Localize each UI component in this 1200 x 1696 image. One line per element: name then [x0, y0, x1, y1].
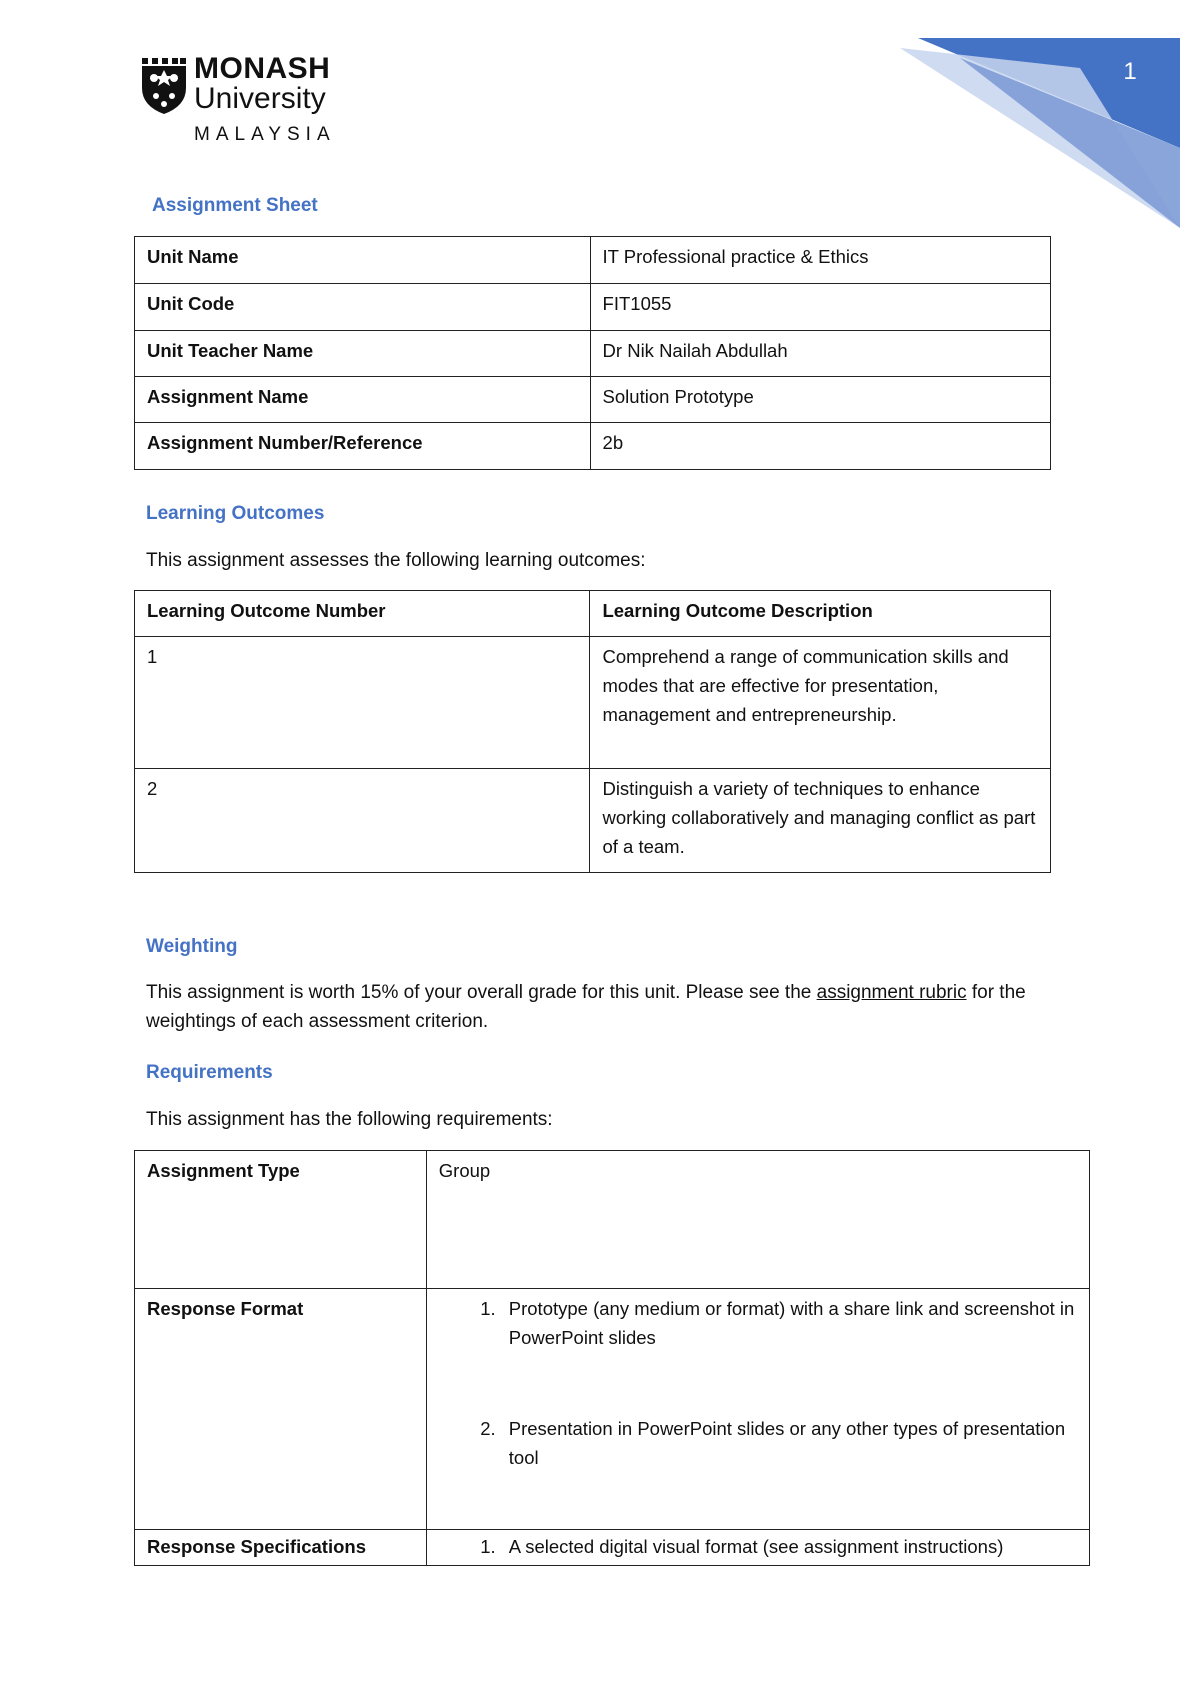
assignment-rubric-link[interactable]: assignment rubric	[816, 982, 967, 1003]
unit-teacher-value: Dr Nik Nailah Abdullah	[590, 331, 1050, 377]
learning-outcomes-intro: This assignment assesses the following learning outcomes:	[146, 550, 646, 571]
list-item: 2. Presentation in PowerPoint slides or any other types of presentation tool	[501, 1414, 1077, 1472]
weighting-text-before: This assignment is worth 15% of your overall grade for this unit. Please see the	[146, 982, 817, 1003]
response-format-list	[439, 1294, 1077, 1472]
table-row	[135, 377, 1051, 423]
table-row	[135, 284, 1051, 331]
assignment-name-label: Assignment Name	[135, 377, 591, 423]
unit-name-label: Unit Name	[135, 237, 591, 284]
lo-description-header: Learning Outcome Description	[590, 591, 1051, 637]
lo-description-cell: Comprehend a range of communication skills and modes that are effective for presentation, management and entrepreneurship.	[590, 637, 1051, 769]
table-row	[135, 637, 1051, 769]
table-row	[135, 1151, 1090, 1289]
monash-crest-icon	[140, 58, 188, 114]
assignment-type-label: Assignment Type	[135, 1151, 427, 1289]
response-format-label: Response Format	[135, 1289, 427, 1530]
requirements-intro: This assignment has the following requirements:	[146, 1109, 553, 1130]
table-row	[135, 237, 1051, 284]
unit-teacher-label: Unit Teacher Name	[135, 331, 591, 377]
learning-outcomes-heading: Learning Outcomes	[146, 503, 325, 524]
assignment-number-label: Assignment Number/Reference	[135, 423, 591, 470]
corner-decoration	[900, 38, 1200, 228]
unit-code-value: FIT1055	[590, 284, 1050, 331]
table-row	[135, 423, 1051, 470]
table-header-row	[135, 591, 1051, 637]
table-row	[135, 769, 1051, 873]
table-row	[135, 331, 1051, 377]
weighting-text-after: for the weightings of each assessment criterion.	[146, 982, 1026, 1032]
weighting-heading: Weighting	[146, 936, 238, 957]
requirements-heading: Requirements	[146, 1062, 273, 1083]
lo-description-cell: Distinguish a variety of techniques to enhance working collaboratively and managing conflict as part of a team.	[590, 769, 1051, 873]
weighting-paragraph	[146, 978, 1066, 1036]
lo-number-cell: 2	[135, 769, 590, 873]
table-row	[135, 1289, 1090, 1530]
requirements-table	[134, 1150, 1090, 1566]
response-specifications-list	[439, 1532, 1077, 1561]
unit-name-value: IT Professional practice & Ethics	[590, 237, 1050, 284]
response-format-value	[426, 1289, 1089, 1530]
logo-university: University	[194, 82, 326, 115]
unit-code-label: Unit Code	[135, 284, 591, 331]
logo-malaysia: MALAYSIA	[194, 124, 336, 145]
response-specifications-label: Response Specifications	[135, 1530, 427, 1566]
assignment-name-value: Solution Prototype	[590, 377, 1050, 423]
list-item: 1. Prototype (any medium or format) with a share link and screenshot in PowerPoint slides	[501, 1294, 1077, 1352]
list-item: 1. A selected digital visual format (see assignment instructions)	[501, 1532, 1077, 1561]
assignment-number-value: 2b	[590, 423, 1050, 470]
response-specifications-value	[426, 1530, 1089, 1566]
unit-info-table	[134, 236, 1051, 470]
assignment-sheet-heading: Assignment Sheet	[152, 195, 318, 216]
lo-number-cell: 1	[135, 637, 590, 769]
learning-outcomes-table	[134, 590, 1051, 873]
page-number: 1	[1123, 58, 1137, 85]
assignment-type-value: Group	[426, 1151, 1089, 1289]
table-row	[135, 1530, 1090, 1566]
logo-monash: MONASH	[194, 52, 331, 85]
lo-number-header: Learning Outcome Number	[135, 591, 590, 637]
